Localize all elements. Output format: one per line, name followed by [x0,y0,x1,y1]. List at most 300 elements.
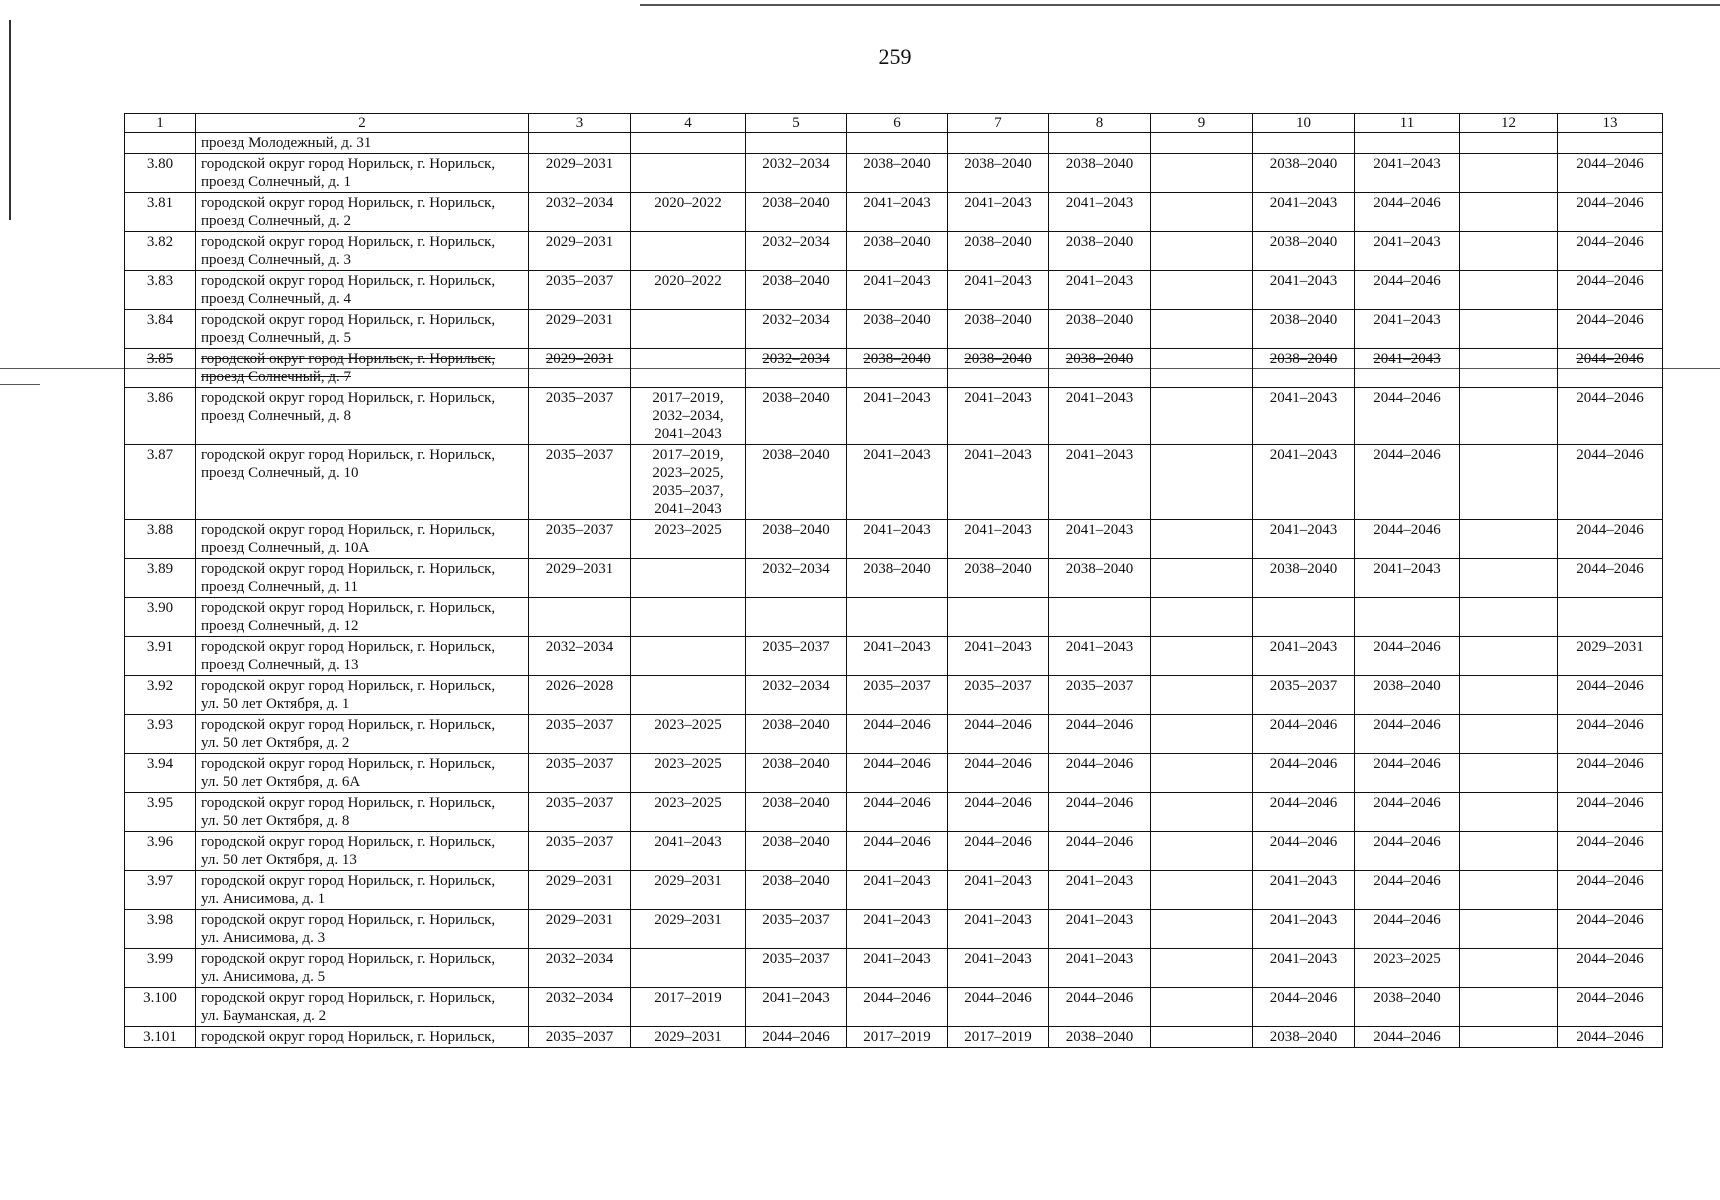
address-line: городской округ город Норильск, г. Норильск, [201,1029,496,1045]
period-cell-col8: 2038–2040 [1049,232,1151,271]
period-cell-col12 [1460,832,1558,871]
period-cell-col13: 2044–2046 [1558,793,1663,832]
period-cell-col3: 2035–2037 [529,715,631,754]
table-row [125,193,1663,232]
period-cell-col6: 2041–2043 [847,445,948,520]
address-line: городской округ город Норильск, г. Норильск, [201,600,496,616]
table-row [125,445,1663,520]
period-cell-col4 [631,676,746,715]
period-cell-col6 [847,133,948,154]
row-number-cell: 3.99 [125,949,196,988]
period-cell-col7: 2041–2043 [948,910,1049,949]
address-cell [196,349,529,388]
period-cell-col3: 2035–2037 [529,445,631,520]
period-cell-col11 [1355,598,1460,637]
period-cell-col9 [1151,793,1253,832]
address-line: ул. Анисимова, д. 5 [201,969,326,985]
period-cell-col9 [1151,910,1253,949]
period-cell-col4 [631,598,746,637]
period-cell-col13: 2044–2046 [1558,349,1663,388]
row-number-cell: 3.80 [125,154,196,193]
period-cell-col7: 2041–2043 [948,271,1049,310]
table-row [125,832,1663,871]
column-header: 4 [631,114,746,133]
period-cell-col13: 2044–2046 [1558,445,1663,520]
address-line: проезд Солнечный, д. 12 [201,618,359,634]
address-cell [196,988,529,1027]
period-cell-col11: 2044–2046 [1355,520,1460,559]
period-cell-col5: 2044–2046 [746,1027,847,1048]
period-cell-col8: 2041–2043 [1049,445,1151,520]
period-cell-col9 [1151,715,1253,754]
period-cell-col6: 2038–2040 [847,559,948,598]
address-cell [196,793,529,832]
period-cell-col7: 2038–2040 [948,310,1049,349]
period-cell-col5: 2038–2040 [746,832,847,871]
period-cell-col5: 2038–2040 [746,754,847,793]
address-cell [196,637,529,676]
period-cell-col4 [631,559,746,598]
period-cell-col6: 2041–2043 [847,910,948,949]
period-cell-col7: 2041–2043 [948,520,1049,559]
address-line: городской округ город Норильск, г. Норильск, [201,273,496,289]
address-line: городской округ город Норильск, г. Норильск, [201,990,496,1006]
period-cell-col10: 2038–2040 [1253,154,1355,193]
period-cell-col8: 2041–2043 [1049,637,1151,676]
address-line: городской округ город Норильск, г. Норильск, [201,351,496,367]
address-cell [196,715,529,754]
period-cell-col11: 2044–2046 [1355,193,1460,232]
row-number-cell: 3.81 [125,193,196,232]
period-cell-col4: 2020–2022 [631,193,746,232]
address-cell [196,154,529,193]
period-cell-col6: 2041–2043 [847,949,948,988]
table-row [125,949,1663,988]
period-cell-col8: 2041–2043 [1049,910,1151,949]
period-cell-col5: 2038–2040 [746,520,847,559]
row-number-cell: 3.86 [125,388,196,445]
period-cell-col10: 2035–2037 [1253,676,1355,715]
period-cell-col8: 2038–2040 [1049,559,1151,598]
period-cell-col3: 2032–2034 [529,988,631,1027]
period-cell-col10: 2041–2043 [1253,388,1355,445]
period-cell-col8: 2038–2040 [1049,1027,1151,1048]
address-line: ул. 50 лет Октября, д. 6А [201,774,361,790]
period-cell-col13: 2044–2046 [1558,715,1663,754]
period-cell-col5: 2032–2034 [746,349,847,388]
period-cell-col4 [631,232,746,271]
period-cell-col3: 2029–2031 [529,910,631,949]
period-cell-col7: 2041–2043 [948,871,1049,910]
address-cell [196,232,529,271]
period-cell-col13: 2044–2046 [1558,193,1663,232]
column-header: 11 [1355,114,1460,133]
address-cell [196,388,529,445]
address-cell [196,676,529,715]
period-cell-col10: 2041–2043 [1253,949,1355,988]
period-cell-col3: 2035–2037 [529,832,631,871]
period-cell-col6: 2038–2040 [847,154,948,193]
address-cell [196,310,529,349]
period-cell-col6: 2041–2043 [847,271,948,310]
address-cell [196,1027,529,1048]
period-cell-col13: 2044–2046 [1558,520,1663,559]
period-cell-col11: 2038–2040 [1355,676,1460,715]
period-cell-col3: 2035–2037 [529,1027,631,1048]
period-cell-col13: 2044–2046 [1558,910,1663,949]
column-header: 6 [847,114,948,133]
period-cell-col4 [631,133,746,154]
period-cell-col12 [1460,310,1558,349]
period-cell-col11 [1355,133,1460,154]
period-cell-col6: 2017–2019 [847,1027,948,1048]
address-line: проезд Молодежный, д. 31 [201,135,372,151]
period-cell-col7: 2041–2043 [948,949,1049,988]
period-cell-col11: 2044–2046 [1355,754,1460,793]
period-cell-col9 [1151,349,1253,388]
period-cell-col10 [1253,598,1355,637]
table-row [125,988,1663,1027]
address-line: ул. Анисимова, д. 1 [201,891,326,907]
period-cell-col7: 2038–2040 [948,559,1049,598]
period-cell-col7 [948,598,1049,637]
period-cell-col4: 2023–2025 [631,715,746,754]
period-cell-col8 [1049,598,1151,637]
period-cell-col12 [1460,754,1558,793]
period-cell-col11: 2041–2043 [1355,154,1460,193]
address-line: ул. 50 лет Октября, д. 13 [201,852,357,868]
period-cell-col5: 2032–2034 [746,310,847,349]
period-cell-col4 [631,154,746,193]
period-cell-col5 [746,133,847,154]
period-cell-col7: 2038–2040 [948,154,1049,193]
address-cell [196,271,529,310]
period-cell-col3: 2032–2034 [529,637,631,676]
period-cell-col9 [1151,871,1253,910]
period-cell-col3 [529,133,631,154]
period-cell-col9 [1151,598,1253,637]
period-cell-col10: 2041–2043 [1253,520,1355,559]
period-cell-col11: 2044–2046 [1355,910,1460,949]
period-cell-col13: 2044–2046 [1558,559,1663,598]
period-cell-col10: 2038–2040 [1253,232,1355,271]
period-cell-col4: 2020–2022 [631,271,746,310]
row-number-cell: 3.91 [125,637,196,676]
period-cell-col11: 2044–2046 [1355,388,1460,445]
address-line: проезд Солнечный, д. 11 [201,579,358,595]
period-cell-col12 [1460,349,1558,388]
address-line: городской округ город Норильск, г. Норильск, [201,834,496,850]
period-cell-col13: 2044–2046 [1558,1027,1663,1048]
period-cell-col11: 2041–2043 [1355,349,1460,388]
period-cell-col8: 2041–2043 [1049,193,1151,232]
period-cell-col9 [1151,988,1253,1027]
table-row [125,154,1663,193]
period-cell-col4 [631,310,746,349]
period-cell-col12 [1460,1027,1558,1048]
period-cell-col11: 2044–2046 [1355,832,1460,871]
row-number-cell: 3.93 [125,715,196,754]
address-line: городской округ город Норильск, г. Норильск, [201,234,496,250]
period-cell-col7 [948,133,1049,154]
period-cell-col8: 2044–2046 [1049,988,1151,1027]
schedule-table [124,113,1663,1048]
row-number-cell: 3.95 [125,793,196,832]
period-cell-col10: 2041–2043 [1253,871,1355,910]
row-number-cell: 3.92 [125,676,196,715]
period-cell-col6: 2038–2040 [847,349,948,388]
period-cell-col10: 2041–2043 [1253,445,1355,520]
column-header: 9 [1151,114,1253,133]
address-line: проезд Солнечный, д. 4 [201,291,351,307]
period-cell-col12 [1460,559,1558,598]
address-line: городской округ город Норильск, г. Норильск, [201,312,496,328]
period-cell-col11: 2041–2043 [1355,310,1460,349]
period-cell-col12 [1460,793,1558,832]
period-cell-col11: 2041–2043 [1355,559,1460,598]
period-cell-col11: 2044–2046 [1355,271,1460,310]
table-row [125,793,1663,832]
address-cell [196,133,529,154]
period-cell-col3: 2029–2031 [529,310,631,349]
period-cell-col5: 2035–2037 [746,637,847,676]
period-cell-col8: 2044–2046 [1049,754,1151,793]
address-cell [196,193,529,232]
period-cell-col3: 2035–2037 [529,754,631,793]
period-cell-col5: 2041–2043 [746,988,847,1027]
period-cell-col5: 2032–2034 [746,154,847,193]
address-cell [196,910,529,949]
period-cell-col5: 2038–2040 [746,793,847,832]
column-header: 2 [196,114,529,133]
address-cell [196,871,529,910]
address-line: ул. 50 лет Октября, д. 1 [201,696,350,712]
column-header: 5 [746,114,847,133]
period-cell-col11: 2044–2046 [1355,637,1460,676]
period-cell-col9 [1151,193,1253,232]
column-header: 7 [948,114,1049,133]
period-cell-col7: 2035–2037 [948,676,1049,715]
table-row [125,715,1663,754]
period-cell-col8: 2041–2043 [1049,271,1151,310]
table-row [125,871,1663,910]
period-cell-col3: 2035–2037 [529,793,631,832]
period-cell-col6: 2038–2040 [847,232,948,271]
period-cell-col13: 2044–2046 [1558,271,1663,310]
period-cell-col12 [1460,133,1558,154]
period-cell-col12 [1460,871,1558,910]
period-cell-col3: 2029–2031 [529,871,631,910]
period-cell-col13: 2044–2046 [1558,232,1663,271]
period-cell-col4: 2023–2025 [631,754,746,793]
period-cell-col7: 2041–2043 [948,388,1049,445]
address-line: проезд Солнечный, д. 1 [201,174,351,190]
period-cell-col9 [1151,154,1253,193]
period-cell-col8: 2041–2043 [1049,871,1151,910]
address-cell [196,598,529,637]
period-cell-col4 [631,637,746,676]
period-cell-col8: 2038–2040 [1049,310,1151,349]
address-line: городской округ город Норильск, г. Норильск, [201,390,496,406]
period-cell-col5 [746,598,847,637]
period-cell-col12 [1460,715,1558,754]
period-cell-col12 [1460,910,1558,949]
row-number-cell: 3.98 [125,910,196,949]
address-line: городской округ город Норильск, г. Норильск, [201,639,496,655]
period-cell-col8: 2041–2043 [1049,388,1151,445]
period-cell-col5: 2035–2037 [746,910,847,949]
period-cell-col12 [1460,949,1558,988]
row-number-cell: 3.85 [125,349,196,388]
period-cell-col9 [1151,133,1253,154]
column-header: 1 [125,114,196,133]
address-line: городской округ город Норильск, г. Норильск, [201,156,496,172]
period-cell-col11: 2044–2046 [1355,715,1460,754]
period-cell-col13: 2044–2046 [1558,154,1663,193]
address-line: проезд Солнечный, д. 10 [201,465,359,481]
period-cell-col13 [1558,598,1663,637]
row-number-cell: 3.87 [125,445,196,520]
table-row [125,388,1663,445]
period-cell-col10 [1253,133,1355,154]
period-cell-col3: 2032–2034 [529,193,631,232]
period-cell-col9 [1151,832,1253,871]
period-cell-col7: 2017–2019 [948,1027,1049,1048]
period-cell-col9 [1151,559,1253,598]
period-cell-col13: 2044–2046 [1558,676,1663,715]
period-cell-col9 [1151,676,1253,715]
address-cell [196,949,529,988]
period-cell-col7: 2041–2043 [948,637,1049,676]
row-number-cell: 3.83 [125,271,196,310]
address-line: ул. Анисимова, д. 3 [201,930,326,946]
period-cell-col13: 2044–2046 [1558,871,1663,910]
period-cell-col9 [1151,445,1253,520]
period-cell-col5: 2032–2034 [746,559,847,598]
period-cell-col9 [1151,271,1253,310]
period-cell-col12 [1460,154,1558,193]
address-line: городской округ город Норильск, г. Норильск, [201,873,496,889]
table-row [125,910,1663,949]
period-cell-col12 [1460,271,1558,310]
row-number-cell: 3.84 [125,310,196,349]
address-line: городской округ город Норильск, г. Норильск, [201,756,496,772]
period-cell-col12 [1460,445,1558,520]
period-cell-col3 [529,598,631,637]
row-number-cell: 3.89 [125,559,196,598]
address-line: городской округ город Норильск, г. Норильск, [201,795,496,811]
address-line: проезд Солнечный, д. 7 [201,369,351,385]
period-cell-col13: 2044–2046 [1558,949,1663,988]
address-line: городской округ город Норильск, г. Норильск, [201,195,496,211]
row-number-cell: 3.101 [125,1027,196,1048]
period-cell-col10: 2044–2046 [1253,832,1355,871]
address-cell [196,520,529,559]
period-cell-col9 [1151,1027,1253,1048]
column-header: 3 [529,114,631,133]
period-cell-col11: 2044–2046 [1355,1027,1460,1048]
period-cell-col6: 2044–2046 [847,793,948,832]
period-cell-col6: 2044–2046 [847,988,948,1027]
period-cell-col9 [1151,949,1253,988]
period-cell-col7: 2038–2040 [948,349,1049,388]
period-cell-col4: 2023–2025 [631,520,746,559]
period-cell-col5: 2038–2040 [746,388,847,445]
address-line: городской округ город Норильск, г. Норильск, [201,447,496,463]
address-line: городской округ город Норильск, г. Норильск, [201,717,496,733]
address-line: проезд Солнечный, д. 5 [201,330,351,346]
table-row [125,1027,1663,1048]
table-body [125,133,1663,1048]
column-header: 13 [1558,114,1663,133]
address-line: городской округ город Норильск, г. Норильск, [201,951,496,967]
address-line: городской округ город Норильск, г. Норильск, [201,522,496,538]
period-cell-col11: 2041–2043 [1355,232,1460,271]
period-cell-col8: 2041–2043 [1049,520,1151,559]
address-line: городской округ город Норильск, г. Норильск, [201,561,496,577]
row-number-cell: 3.88 [125,520,196,559]
period-cell-col10: 2041–2043 [1253,271,1355,310]
period-cell-col11: 2044–2046 [1355,793,1460,832]
period-cell-col10: 2041–2043 [1253,910,1355,949]
period-cell-col9 [1151,754,1253,793]
period-cell-col5: 2032–2034 [746,676,847,715]
period-cell-col9 [1151,520,1253,559]
address-line: проезд Солнечный, д. 13 [201,657,359,673]
table-row [125,637,1663,676]
period-cell-col12 [1460,193,1558,232]
period-cell-col4: 2017–2019, 2032–2034, 2041–2043 [631,388,746,445]
table-row [125,349,1663,388]
period-cell-col12 [1460,676,1558,715]
period-cell-col6: 2044–2046 [847,715,948,754]
table-row [125,520,1663,559]
period-cell-col13 [1558,133,1663,154]
period-cell-col4: 2017–2019, 2023–2025, 2035–2037, 2041–2043 [631,445,746,520]
period-cell-col3: 2029–2031 [529,154,631,193]
period-cell-col7: 2044–2046 [948,988,1049,1027]
row-number-cell [125,133,196,154]
period-cell-col3: 2026–2028 [529,676,631,715]
row-number-cell: 3.96 [125,832,196,871]
period-cell-col4: 2017–2019 [631,988,746,1027]
address-cell [196,754,529,793]
table-row [125,559,1663,598]
period-cell-col4: 2029–2031 [631,871,746,910]
scan-top-rule [640,4,1720,6]
period-cell-col7: 2038–2040 [948,232,1049,271]
row-number-cell: 3.90 [125,598,196,637]
period-cell-col6: 2035–2037 [847,676,948,715]
period-cell-col3: 2029–2031 [529,232,631,271]
period-cell-col4: 2029–2031 [631,1027,746,1048]
period-cell-col3: 2035–2037 [529,271,631,310]
period-cell-col10: 2044–2046 [1253,988,1355,1027]
address-cell [196,445,529,520]
period-cell-col7: 2044–2046 [948,793,1049,832]
period-cell-col6: 2041–2043 [847,637,948,676]
period-cell-col13: 2029–2031 [1558,637,1663,676]
period-cell-col13: 2044–2046 [1558,388,1663,445]
period-cell-col8: 2044–2046 [1049,715,1151,754]
period-cell-col12 [1460,598,1558,637]
period-cell-col5: 2035–2037 [746,949,847,988]
column-header: 8 [1049,114,1151,133]
period-cell-col11: 2044–2046 [1355,871,1460,910]
table-row [125,310,1663,349]
period-cell-col12 [1460,232,1558,271]
period-cell-col8: 2044–2046 [1049,793,1151,832]
